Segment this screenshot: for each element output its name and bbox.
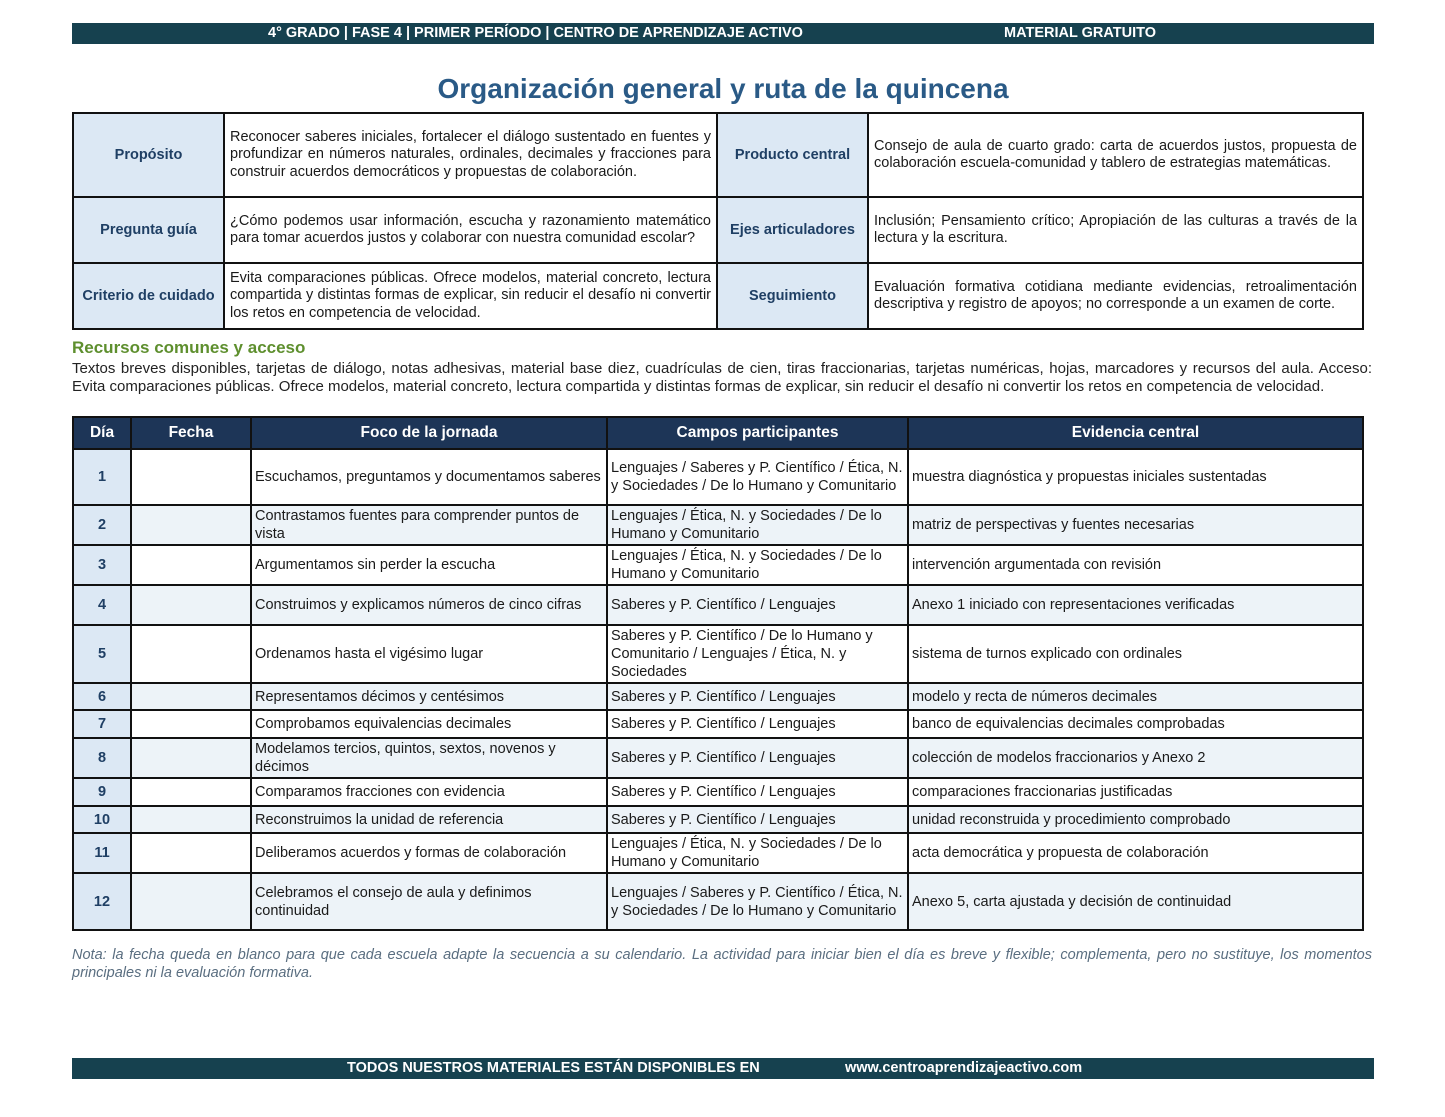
day-cell: 9 — [73, 778, 131, 806]
table-row — [73, 449, 1363, 505]
date-cell — [131, 449, 251, 505]
fields-cell: Lenguajes / Saberes y P. Científico / Ética, N. y Sociedades / De lo Humano y Comunitario — [607, 449, 908, 505]
date-cell — [131, 505, 251, 545]
date-cell — [131, 545, 251, 585]
day-cell: 10 — [73, 806, 131, 833]
table-row — [73, 738, 1363, 778]
fields-cell: Lenguajes / Saberes y P. Científico / Ética, N. y Sociedades / De lo Humano y Comunitario — [607, 873, 908, 930]
evidence-cell: Anexo 1 iniciado con representaciones verificadas — [908, 585, 1363, 625]
evidence-cell: comparaciones fraccionarias justificadas — [908, 778, 1363, 806]
date-cell — [131, 778, 251, 806]
footnote: Nota: la fecha queda en blanco para que cada escuela adapte la secuencia a su calendario. La actividad para iniciar bien el día es breve y flexible; complementa, pero no sustituye, los momentos principales ni la evaluación formativa. — [72, 947, 1372, 981]
fields-cell: Saberes y P. Científico / Lenguajes — [607, 683, 908, 710]
evidence-cell: banco de equivalencias decimales comprobadas — [908, 710, 1363, 738]
day-cell: 11 — [73, 833, 131, 873]
table-row — [73, 873, 1363, 930]
page-title: Organización general y ruta de la quincena — [437, 73, 1009, 104]
col-header-fecha: Fecha — [131, 417, 251, 449]
fields-cell: Saberes y P. Científico / Lenguajes — [607, 806, 908, 833]
date-cell — [131, 873, 251, 930]
evidence-cell: acta democrática y propuesta de colaboración — [908, 833, 1363, 873]
fields-cell: Saberes y P. Científico / De lo Humano y Comunitario / Lenguajes / Ética, N. y Sociedades — [607, 625, 908, 683]
day-cell: 8 — [73, 738, 131, 778]
fields-cell: Lenguajes / Ética, N. y Sociedades / De lo Humano y Comunitario — [607, 545, 908, 585]
producto-text: Consejo de aula de cuarto grado: carta de acuerdos justos, propuesta de colaboración escuela-comunidad y tablero de estrategias matemáticas. — [868, 113, 1363, 197]
fields-cell: Saberes y P. Científico / Lenguajes — [607, 778, 908, 806]
focus-cell: Comprobamos equivalencias decimales — [251, 710, 607, 738]
header-badge: MATERIAL GRATUITO — [1004, 25, 1156, 41]
date-cell — [131, 683, 251, 710]
footer-banner — [72, 1058, 1374, 1079]
fields-cell: Saberes y P. Científico / Lenguajes — [607, 710, 908, 738]
col-header-evidencia: Evidencia central — [908, 417, 1363, 449]
fields-cell: Saberes y P. Científico / Lenguajes — [607, 738, 908, 778]
day-cell: 3 — [73, 545, 131, 585]
criterio-label: Criterio de cuidado — [73, 263, 224, 329]
date-cell — [131, 833, 251, 873]
header-banner — [72, 23, 1374, 44]
evidence-cell: Anexo 5, carta ajustada y decisión de continuidad — [908, 873, 1363, 930]
date-cell — [131, 585, 251, 625]
day-cell: 5 — [73, 625, 131, 683]
day-cell: 1 — [73, 449, 131, 505]
ejes-label: Ejes articuladores — [717, 197, 868, 263]
focus-cell: Ordenamos hasta el vigésimo lugar — [251, 625, 607, 683]
focus-cell: Deliberamos acuerdos y formas de colaboración — [251, 833, 607, 873]
evidence-cell: sistema de turnos explicado con ordinales — [908, 625, 1363, 683]
date-cell — [131, 806, 251, 833]
proposito-text: Reconocer saberes iniciales, fortalecer el diálogo sustentado en fuentes y profundizar en números naturales, ordinales, decimales y fracciones para construir acuerdos democráticos y propuestas de colaboración. — [224, 113, 717, 197]
focus-cell: Construimos y explicamos números de cinco cifras — [251, 585, 607, 625]
table-row — [73, 778, 1363, 806]
day-cell: 2 — [73, 505, 131, 545]
pregunta-label: Pregunta guía — [73, 197, 224, 263]
table-row — [73, 505, 1363, 545]
ejes-text: Inclusión; Pensamiento crítico; Apropiación de las culturas a través de la lectura y la escritura. — [868, 197, 1363, 263]
header-breadcrumb: 4° GRADO | FASE 4 | PRIMER PERÍODO | CENTRO DE APRENDIZAJE ACTIVO — [268, 25, 803, 41]
producto-label: Producto central — [717, 113, 868, 197]
date-cell — [131, 738, 251, 778]
fields-cell: Lenguajes / Ética, N. y Sociedades / De lo Humano y Comunitario — [607, 505, 908, 545]
date-cell — [131, 710, 251, 738]
table-row — [73, 545, 1363, 585]
focus-cell: Comparamos fracciones con evidencia — [251, 778, 607, 806]
table-row — [73, 625, 1363, 683]
resources-text: Textos breves disponibles, tarjetas de diálogo, notas adhesivas, material base diez, cuadrículas de cien, tiras fraccionarias, tarjetas numéricas, hojas, marcadores y recursos del aula. Acceso: Evita comparaciones públicas. Ofrece modelos, material concreto, lectura compartida y distintas formas de explicar, sin reducir el desafío ni convertir los retos en competencia de velocidad. — [72, 360, 1372, 395]
col-header-foco: Foco de la jornada — [251, 417, 607, 449]
fields-cell: Lenguajes / Ética, N. y Sociedades / De lo Humano y Comunitario — [607, 833, 908, 873]
focus-cell: Modelamos tercios, quintos, sextos, novenos y décimos — [251, 738, 607, 778]
evidence-cell: matriz de perspectivas y fuentes necesarias — [908, 505, 1363, 545]
table-row — [73, 683, 1363, 710]
day-cell: 7 — [73, 710, 131, 738]
focus-cell: Celebramos el consejo de aula y definimos continuidad — [251, 873, 607, 930]
criterio-text: Evita comparaciones públicas. Ofrece modelos, material concreto, lectura compartida y distintas formas de explicar, sin reducir el desafío ni convertir los retos en competencia de velocidad. — [224, 263, 717, 329]
focus-cell: Representamos décimos y centésimos — [251, 683, 607, 710]
date-cell — [131, 625, 251, 683]
evidence-cell: unidad reconstruida y procedimiento comprobado — [908, 806, 1363, 833]
col-header-campos: Campos participantes — [607, 417, 908, 449]
table-row — [73, 833, 1363, 873]
evidence-cell: intervención argumentada con revisión — [908, 545, 1363, 585]
day-cell: 12 — [73, 873, 131, 930]
evidence-cell: colección de modelos fraccionarios y Anexo 2 — [908, 738, 1363, 778]
table-row — [73, 806, 1363, 833]
day-cell: 6 — [73, 683, 131, 710]
resources-heading: Recursos comunes y acceso — [72, 338, 306, 357]
focus-cell: Escuchamos, preguntamos y documentamos saberes — [251, 449, 607, 505]
focus-cell: Reconstruimos la unidad de referencia — [251, 806, 607, 833]
seguimiento-text: Evaluación formativa cotidiana mediante evidencias, retroalimentación descriptiva y registro de apoyos; no corresponde a un examen de corte. — [868, 263, 1363, 329]
evidence-cell: muestra diagnóstica y propuestas iniciales sustentadas — [908, 449, 1363, 505]
table-row — [73, 585, 1363, 625]
col-header-dia: Día — [73, 417, 131, 449]
seguimiento-label: Seguimiento — [717, 263, 868, 329]
evidence-cell: modelo y recta de números decimales — [908, 683, 1363, 710]
fields-cell: Saberes y P. Científico / Lenguajes — [607, 585, 908, 625]
footer-url[interactable]: www.centroaprendizajeactivo.com — [845, 1060, 1083, 1076]
day-cell: 4 — [73, 585, 131, 625]
focus-cell: Contrastamos fuentes para comprender puntos de vista — [251, 505, 607, 545]
table-row — [73, 710, 1363, 738]
overview-table — [72, 112, 1364, 330]
proposito-label: Propósito — [73, 113, 224, 197]
schedule-table — [72, 416, 1364, 931]
focus-cell: Argumentamos sin perder la escucha — [251, 545, 607, 585]
footer-text: TODOS NUESTROS MATERIALES ESTÁN DISPONIBLES EN — [347, 1060, 760, 1076]
pregunta-text: ¿Cómo podemos usar información, escucha y razonamiento matemático para tomar acuerdos justos y colaborar con nuestra comunidad escolar? — [224, 197, 717, 263]
